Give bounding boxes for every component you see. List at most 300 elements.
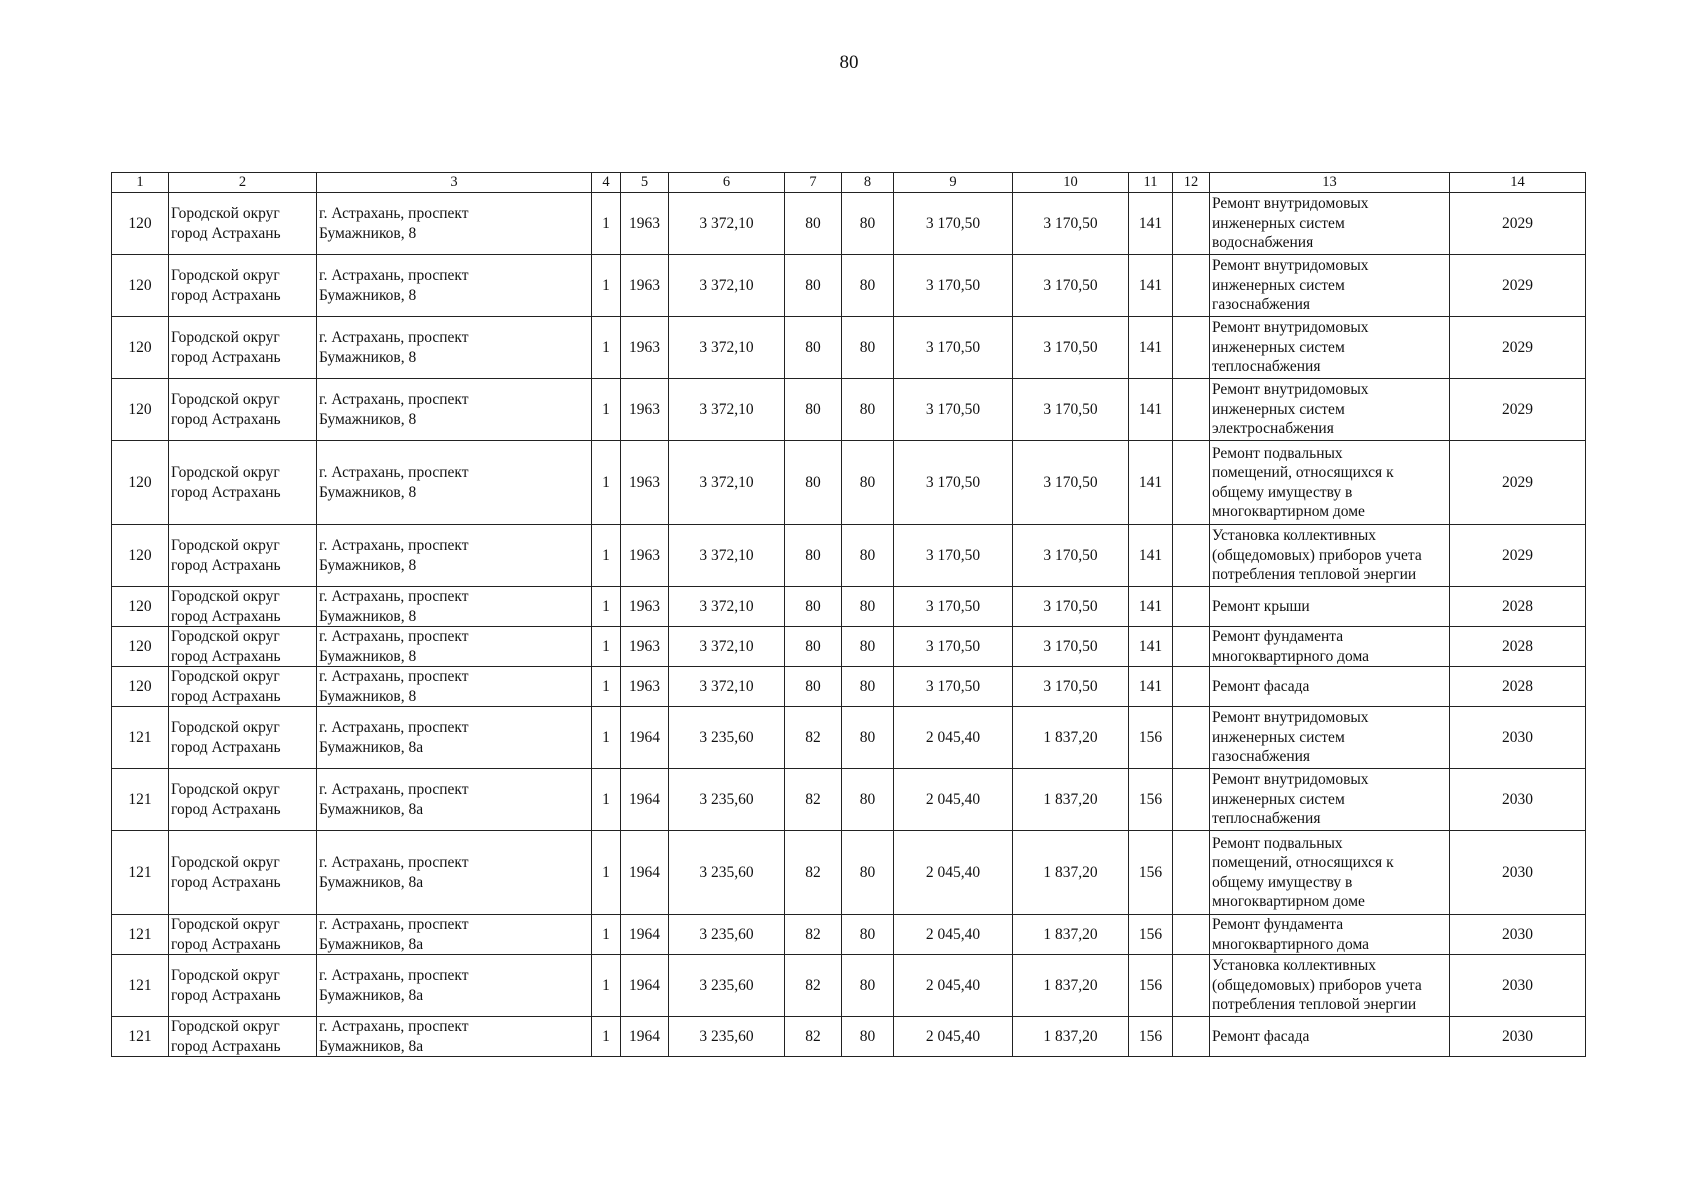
row-number-cell: 120 bbox=[112, 667, 169, 707]
work-type-line: электроснабжения bbox=[1212, 420, 1334, 438]
col4-cell: 1 bbox=[592, 379, 621, 441]
col12-cell bbox=[1173, 525, 1210, 587]
work-type-line: Ремонт внутридомовых bbox=[1212, 195, 1369, 213]
work-type-cell bbox=[1210, 587, 1450, 627]
address-cell bbox=[317, 707, 592, 769]
col9-cell: 3 170,50 bbox=[894, 379, 1013, 441]
municipality-cell bbox=[169, 769, 317, 831]
work-type-line: потребления тепловой энергии bbox=[1212, 996, 1417, 1014]
address-line: г. Астрахань, проспект bbox=[319, 628, 469, 646]
address-line: Бумажников, 8 bbox=[319, 647, 417, 665]
col8-cell: 80 bbox=[842, 379, 894, 441]
col4-cell: 1 bbox=[592, 955, 621, 1017]
work-type-line: Ремонт крыши bbox=[1212, 597, 1310, 615]
year-built-cell: 1963 bbox=[621, 193, 669, 255]
col10-cell: 3 170,50 bbox=[1013, 587, 1129, 627]
col4-cell: 1 bbox=[592, 587, 621, 627]
col8-cell: 80 bbox=[842, 317, 894, 379]
col8-cell: 80 bbox=[842, 769, 894, 831]
address-line: г. Астрахань, проспект bbox=[319, 537, 469, 555]
municipality-cell bbox=[169, 955, 317, 1017]
col12-cell bbox=[1173, 955, 1210, 1017]
work-type-cell bbox=[1210, 831, 1450, 915]
col9-cell: 3 170,50 bbox=[894, 255, 1013, 317]
work-type-line: газоснабжения bbox=[1212, 748, 1311, 766]
col8-cell: 80 bbox=[842, 955, 894, 1017]
municipality-cell bbox=[169, 525, 317, 587]
col12-cell bbox=[1173, 769, 1210, 831]
municipality-line: город Астрахань bbox=[171, 286, 281, 304]
address-line: Бумажников, 8 bbox=[319, 224, 417, 242]
municipality-line: город Астрахань bbox=[171, 348, 281, 366]
total-area-cell: 3 235,60 bbox=[669, 955, 785, 1017]
col12-cell bbox=[1173, 255, 1210, 317]
address-line: Бумажников, 8 bbox=[319, 483, 417, 501]
municipality-line: город Астрахань bbox=[171, 986, 281, 1004]
municipality-line: город Астрахань bbox=[171, 556, 281, 574]
col7-cell: 80 bbox=[785, 667, 842, 707]
col8-cell: 80 bbox=[842, 1017, 894, 1057]
municipality-line: Городской округ bbox=[171, 537, 280, 555]
work-type-line: водоснабжения bbox=[1212, 234, 1314, 252]
table-row bbox=[112, 627, 1586, 667]
work-type-line: инженерных систем bbox=[1212, 214, 1345, 232]
work-type-line: инженерных систем bbox=[1212, 400, 1345, 418]
municipality-line: Городской округ bbox=[171, 719, 280, 737]
year-built-cell: 1964 bbox=[621, 769, 669, 831]
residents-cell: 141 bbox=[1129, 317, 1173, 379]
address-line: г. Астрахань, проспект bbox=[319, 267, 469, 285]
col7-cell: 82 bbox=[785, 769, 842, 831]
col7-cell: 80 bbox=[785, 379, 842, 441]
address-line: Бумажников, 8а bbox=[319, 800, 424, 818]
capital-repair-table bbox=[111, 172, 1586, 1057]
residents-cell: 156 bbox=[1129, 831, 1173, 915]
work-type-line: помещений, относящихся к bbox=[1212, 464, 1394, 482]
address-line: Бумажников, 8а bbox=[319, 986, 424, 1004]
address-line: Бумажников, 8 bbox=[319, 687, 417, 705]
municipality-cell bbox=[169, 255, 317, 317]
work-type-line: Ремонт фундамента bbox=[1212, 628, 1344, 646]
col4-cell: 1 bbox=[592, 769, 621, 831]
row-number-cell: 120 bbox=[112, 379, 169, 441]
total-area-cell: 3 372,10 bbox=[669, 627, 785, 667]
table-row bbox=[112, 317, 1586, 379]
row-number-cell: 120 bbox=[112, 441, 169, 525]
col4-cell: 1 bbox=[592, 707, 621, 769]
table-row bbox=[112, 441, 1586, 525]
municipality-line: Городской округ bbox=[171, 391, 280, 409]
address-line: г. Астрахань, проспект bbox=[319, 1018, 469, 1036]
municipality-cell bbox=[169, 627, 317, 667]
address-line: Бумажников, 8 bbox=[319, 607, 417, 625]
total-area-cell: 3 372,10 bbox=[669, 255, 785, 317]
col7-cell: 80 bbox=[785, 627, 842, 667]
col10-cell: 1 837,20 bbox=[1013, 769, 1129, 831]
planned-year-cell: 2030 bbox=[1450, 915, 1586, 955]
col9-cell: 3 170,50 bbox=[894, 525, 1013, 587]
municipality-cell bbox=[169, 707, 317, 769]
address-line: г. Астрахань, проспект bbox=[319, 329, 469, 347]
col12-cell bbox=[1173, 441, 1210, 525]
work-type-line: Ремонт подвальных bbox=[1212, 444, 1343, 462]
col4-cell: 1 bbox=[592, 627, 621, 667]
year-built-cell: 1964 bbox=[621, 831, 669, 915]
col7-cell: 80 bbox=[785, 441, 842, 525]
col9-cell: 3 170,50 bbox=[894, 627, 1013, 667]
work-type-line: (общедомовых) приборов учета bbox=[1212, 976, 1422, 994]
col4-cell: 1 bbox=[592, 667, 621, 707]
municipality-line: Городской округ bbox=[171, 916, 280, 934]
address-line: Бумажников, 8 bbox=[319, 410, 417, 428]
work-type-line: Ремонт фундамента bbox=[1212, 916, 1344, 934]
work-type-line: общему имуществу в bbox=[1212, 483, 1353, 501]
work-type-line: инженерных систем bbox=[1212, 790, 1345, 808]
column-number-9: 9 bbox=[894, 173, 1013, 193]
year-built-cell: 1963 bbox=[621, 667, 669, 707]
municipality-line: город Астрахань bbox=[171, 410, 281, 428]
col7-cell: 80 bbox=[785, 587, 842, 627]
residents-cell: 156 bbox=[1129, 769, 1173, 831]
col4-cell: 1 bbox=[592, 441, 621, 525]
total-area-cell: 3 235,60 bbox=[669, 769, 785, 831]
address-line: Бумажников, 8 bbox=[319, 348, 417, 366]
municipality-line: город Астрахань bbox=[171, 483, 281, 501]
residents-cell: 141 bbox=[1129, 441, 1173, 525]
col10-cell: 1 837,20 bbox=[1013, 831, 1129, 915]
year-built-cell: 1963 bbox=[621, 317, 669, 379]
table-row bbox=[112, 525, 1586, 587]
address-line: г. Астрахань, проспект bbox=[319, 668, 469, 686]
table-row bbox=[112, 587, 1586, 627]
col10-cell: 3 170,50 bbox=[1013, 525, 1129, 587]
col4-cell: 1 bbox=[592, 193, 621, 255]
municipality-line: Городской округ bbox=[171, 1018, 280, 1036]
work-type-line: Ремонт подвальных bbox=[1212, 834, 1343, 852]
col7-cell: 80 bbox=[785, 255, 842, 317]
municipality-line: Городской округ bbox=[171, 588, 280, 606]
col4-cell: 1 bbox=[592, 525, 621, 587]
work-type-line: теплоснабжения bbox=[1212, 810, 1321, 828]
total-area-cell: 3 235,60 bbox=[669, 915, 785, 955]
col4-cell: 1 bbox=[592, 831, 621, 915]
address-cell bbox=[317, 379, 592, 441]
col10-cell: 3 170,50 bbox=[1013, 667, 1129, 707]
col9-cell: 2 045,40 bbox=[894, 769, 1013, 831]
table-row bbox=[112, 255, 1586, 317]
table-row bbox=[112, 1017, 1586, 1057]
residents-cell: 141 bbox=[1129, 379, 1173, 441]
col4-cell: 1 bbox=[592, 915, 621, 955]
table-row bbox=[112, 193, 1586, 255]
residents-cell: 156 bbox=[1129, 915, 1173, 955]
address-cell bbox=[317, 525, 592, 587]
planned-year-cell: 2029 bbox=[1450, 379, 1586, 441]
work-type-line: Установка коллективных bbox=[1212, 957, 1377, 975]
year-built-cell: 1963 bbox=[621, 379, 669, 441]
row-number-cell: 120 bbox=[112, 317, 169, 379]
municipality-cell bbox=[169, 587, 317, 627]
col8-cell: 80 bbox=[842, 831, 894, 915]
total-area-cell: 3 372,10 bbox=[669, 379, 785, 441]
column-number-5: 5 bbox=[621, 173, 669, 193]
municipality-cell bbox=[169, 667, 317, 707]
address-line: г. Астрахань, проспект bbox=[319, 916, 469, 934]
work-type-line: многоквартирном доме bbox=[1212, 502, 1365, 520]
year-built-cell: 1964 bbox=[621, 915, 669, 955]
work-type-line: инженерных систем bbox=[1212, 338, 1345, 356]
address-line: Бумажников, 8а bbox=[319, 738, 424, 756]
residents-cell: 156 bbox=[1129, 955, 1173, 1017]
total-area-cell: 3 372,10 bbox=[669, 317, 785, 379]
col12-cell bbox=[1173, 627, 1210, 667]
address-cell bbox=[317, 587, 592, 627]
col8-cell: 80 bbox=[842, 915, 894, 955]
work-type-cell bbox=[1210, 317, 1450, 379]
planned-year-cell: 2029 bbox=[1450, 193, 1586, 255]
table-body bbox=[112, 193, 1586, 1057]
address-line: г. Астрахань, проспект bbox=[319, 854, 469, 872]
row-number-cell: 121 bbox=[112, 769, 169, 831]
address-cell bbox=[317, 317, 592, 379]
work-type-cell bbox=[1210, 955, 1450, 1017]
address-line: г. Астрахань, проспект bbox=[319, 205, 469, 223]
col8-cell: 80 bbox=[842, 627, 894, 667]
col9-cell: 3 170,50 bbox=[894, 587, 1013, 627]
municipality-line: Городской округ bbox=[171, 464, 280, 482]
work-type-line: теплоснабжения bbox=[1212, 358, 1321, 376]
col10-cell: 3 170,50 bbox=[1013, 627, 1129, 667]
col9-cell: 2 045,40 bbox=[894, 1017, 1013, 1057]
planned-year-cell: 2029 bbox=[1450, 525, 1586, 587]
year-built-cell: 1963 bbox=[621, 627, 669, 667]
col8-cell: 80 bbox=[842, 193, 894, 255]
municipality-line: город Астрахань bbox=[171, 935, 281, 953]
municipality-line: Городской округ bbox=[171, 668, 280, 686]
work-type-line: многоквартирного дома bbox=[1212, 647, 1370, 665]
municipality-cell bbox=[169, 1017, 317, 1057]
total-area-cell: 3 372,10 bbox=[669, 587, 785, 627]
address-line: г. Астрахань, проспект bbox=[319, 967, 469, 985]
col8-cell: 80 bbox=[842, 707, 894, 769]
col8-cell: 80 bbox=[842, 255, 894, 317]
col12-cell bbox=[1173, 707, 1210, 769]
total-area-cell: 3 235,60 bbox=[669, 707, 785, 769]
col9-cell: 2 045,40 bbox=[894, 707, 1013, 769]
col9-cell: 3 170,50 bbox=[894, 441, 1013, 525]
address-line: Бумажников, 8 bbox=[319, 556, 417, 574]
address-cell bbox=[317, 667, 592, 707]
col7-cell: 82 bbox=[785, 831, 842, 915]
work-type-cell bbox=[1210, 525, 1450, 587]
work-type-line: Ремонт фасада bbox=[1212, 677, 1310, 695]
column-number-4: 4 bbox=[592, 173, 621, 193]
address-line: Бумажников, 8 bbox=[319, 286, 417, 304]
planned-year-cell: 2028 bbox=[1450, 587, 1586, 627]
table-row bbox=[112, 915, 1586, 955]
residents-cell: 141 bbox=[1129, 255, 1173, 317]
address-line: Бумажников, 8а bbox=[319, 935, 424, 953]
total-area-cell: 3 372,10 bbox=[669, 193, 785, 255]
municipality-line: город Астрахань bbox=[171, 800, 281, 818]
municipality-line: Городской округ bbox=[171, 967, 280, 985]
planned-year-cell: 2029 bbox=[1450, 255, 1586, 317]
table-header bbox=[112, 173, 1586, 193]
col10-cell: 3 170,50 bbox=[1013, 255, 1129, 317]
work-type-line: помещений, относящихся к bbox=[1212, 854, 1394, 872]
col9-cell: 3 170,50 bbox=[894, 193, 1013, 255]
col9-cell: 2 045,40 bbox=[894, 955, 1013, 1017]
year-built-cell: 1964 bbox=[621, 1017, 669, 1057]
address-line: г. Астрахань, проспект bbox=[319, 391, 469, 409]
municipality-cell bbox=[169, 441, 317, 525]
col7-cell: 80 bbox=[785, 193, 842, 255]
work-type-line: потребления тепловой энергии bbox=[1212, 566, 1417, 584]
row-number-cell: 121 bbox=[112, 831, 169, 915]
residents-cell: 156 bbox=[1129, 707, 1173, 769]
work-type-cell bbox=[1210, 667, 1450, 707]
col10-cell: 1 837,20 bbox=[1013, 915, 1129, 955]
planned-year-cell: 2030 bbox=[1450, 707, 1586, 769]
planned-year-cell: 2029 bbox=[1450, 317, 1586, 379]
work-type-cell bbox=[1210, 769, 1450, 831]
work-type-line: многоквартирном доме bbox=[1212, 892, 1365, 910]
col10-cell: 1 837,20 bbox=[1013, 955, 1129, 1017]
municipality-line: Городской округ bbox=[171, 267, 280, 285]
work-type-line: многоквартирного дома bbox=[1212, 935, 1370, 953]
residents-cell: 141 bbox=[1129, 525, 1173, 587]
municipality-cell bbox=[169, 379, 317, 441]
municipality-line: город Астрахань bbox=[171, 687, 281, 705]
col7-cell: 82 bbox=[785, 707, 842, 769]
year-built-cell: 1963 bbox=[621, 441, 669, 525]
planned-year-cell: 2028 bbox=[1450, 667, 1586, 707]
address-line: г. Астрахань, проспект bbox=[319, 588, 469, 606]
table-row bbox=[112, 831, 1586, 915]
col9-cell: 3 170,50 bbox=[894, 317, 1013, 379]
residents-cell: 156 bbox=[1129, 1017, 1173, 1057]
col12-cell bbox=[1173, 667, 1210, 707]
work-type-cell bbox=[1210, 255, 1450, 317]
col8-cell: 80 bbox=[842, 441, 894, 525]
col10-cell: 3 170,50 bbox=[1013, 379, 1129, 441]
municipality-line: город Астрахань bbox=[171, 607, 281, 625]
residents-cell: 141 bbox=[1129, 587, 1173, 627]
address-cell bbox=[317, 1017, 592, 1057]
address-cell bbox=[317, 193, 592, 255]
total-area-cell: 3 235,60 bbox=[669, 1017, 785, 1057]
municipality-line: Городской округ bbox=[171, 205, 280, 223]
table-row bbox=[112, 379, 1586, 441]
column-number-2: 2 bbox=[169, 173, 317, 193]
work-type-cell bbox=[1210, 707, 1450, 769]
column-number-12: 12 bbox=[1173, 173, 1210, 193]
year-built-cell: 1964 bbox=[621, 707, 669, 769]
total-area-cell: 3 372,10 bbox=[669, 441, 785, 525]
address-cell bbox=[317, 441, 592, 525]
column-number-6: 6 bbox=[669, 173, 785, 193]
work-type-cell bbox=[1210, 1017, 1450, 1057]
address-line: г. Астрахань, проспект bbox=[319, 464, 469, 482]
col4-cell: 1 bbox=[592, 317, 621, 379]
col4-cell: 1 bbox=[592, 1017, 621, 1057]
table-row bbox=[112, 955, 1586, 1017]
col12-cell bbox=[1173, 587, 1210, 627]
work-type-line: общему имуществу в bbox=[1212, 873, 1353, 891]
planned-year-cell: 2029 bbox=[1450, 441, 1586, 525]
planned-year-cell: 2030 bbox=[1450, 1017, 1586, 1057]
municipality-cell bbox=[169, 193, 317, 255]
planned-year-cell: 2030 bbox=[1450, 831, 1586, 915]
work-type-line: (общедомовых) приборов учета bbox=[1212, 546, 1422, 564]
work-type-cell bbox=[1210, 379, 1450, 441]
year-built-cell: 1964 bbox=[621, 955, 669, 1017]
col10-cell: 3 170,50 bbox=[1013, 317, 1129, 379]
work-type-line: инженерных систем bbox=[1212, 276, 1345, 294]
total-area-cell: 3 372,10 bbox=[669, 525, 785, 587]
municipality-cell bbox=[169, 831, 317, 915]
work-type-line: Установка коллективных bbox=[1212, 527, 1377, 545]
year-built-cell: 1963 bbox=[621, 255, 669, 317]
work-type-line: Ремонт внутридомовых bbox=[1212, 319, 1369, 337]
address-cell bbox=[317, 915, 592, 955]
work-type-cell bbox=[1210, 627, 1450, 667]
work-type-cell bbox=[1210, 915, 1450, 955]
address-cell bbox=[317, 255, 592, 317]
municipality-line: город Астрахань bbox=[171, 738, 281, 756]
col8-cell: 80 bbox=[842, 667, 894, 707]
col12-cell bbox=[1173, 317, 1210, 379]
col10-cell: 1 837,20 bbox=[1013, 1017, 1129, 1057]
column-number-10: 10 bbox=[1013, 173, 1129, 193]
col10-cell: 1 837,20 bbox=[1013, 707, 1129, 769]
row-number-cell: 120 bbox=[112, 587, 169, 627]
work-type-line: Ремонт фасада bbox=[1212, 1027, 1310, 1045]
municipality-line: город Астрахань bbox=[171, 1037, 281, 1055]
col7-cell: 82 bbox=[785, 915, 842, 955]
col7-cell: 82 bbox=[785, 955, 842, 1017]
col9-cell: 3 170,50 bbox=[894, 667, 1013, 707]
row-number-cell: 121 bbox=[112, 707, 169, 769]
column-number-13: 13 bbox=[1210, 173, 1450, 193]
col9-cell: 2 045,40 bbox=[894, 831, 1013, 915]
municipality-cell bbox=[169, 915, 317, 955]
year-built-cell: 1963 bbox=[621, 587, 669, 627]
row-number-cell: 120 bbox=[112, 255, 169, 317]
col12-cell bbox=[1173, 831, 1210, 915]
residents-cell: 141 bbox=[1129, 193, 1173, 255]
total-area-cell: 3 372,10 bbox=[669, 667, 785, 707]
col8-cell: 80 bbox=[842, 587, 894, 627]
municipality-cell bbox=[169, 317, 317, 379]
residents-cell: 141 bbox=[1129, 667, 1173, 707]
work-type-line: Ремонт внутридомовых bbox=[1212, 771, 1369, 789]
address-line: Бумажников, 8а bbox=[319, 873, 424, 891]
column-number-row bbox=[112, 173, 1586, 193]
municipality-line: город Астрахань bbox=[171, 224, 281, 242]
table-row bbox=[112, 707, 1586, 769]
address-line: Бумажников, 8а bbox=[319, 1037, 424, 1055]
column-number-14: 14 bbox=[1450, 173, 1586, 193]
row-number-cell: 120 bbox=[112, 193, 169, 255]
total-area-cell: 3 235,60 bbox=[669, 831, 785, 915]
col9-cell: 2 045,40 bbox=[894, 915, 1013, 955]
municipality-line: город Астрахань bbox=[171, 647, 281, 665]
col7-cell: 82 bbox=[785, 1017, 842, 1057]
row-number-cell: 121 bbox=[112, 1017, 169, 1057]
col12-cell bbox=[1173, 1017, 1210, 1057]
work-type-line: Ремонт внутридомовых bbox=[1212, 709, 1369, 727]
